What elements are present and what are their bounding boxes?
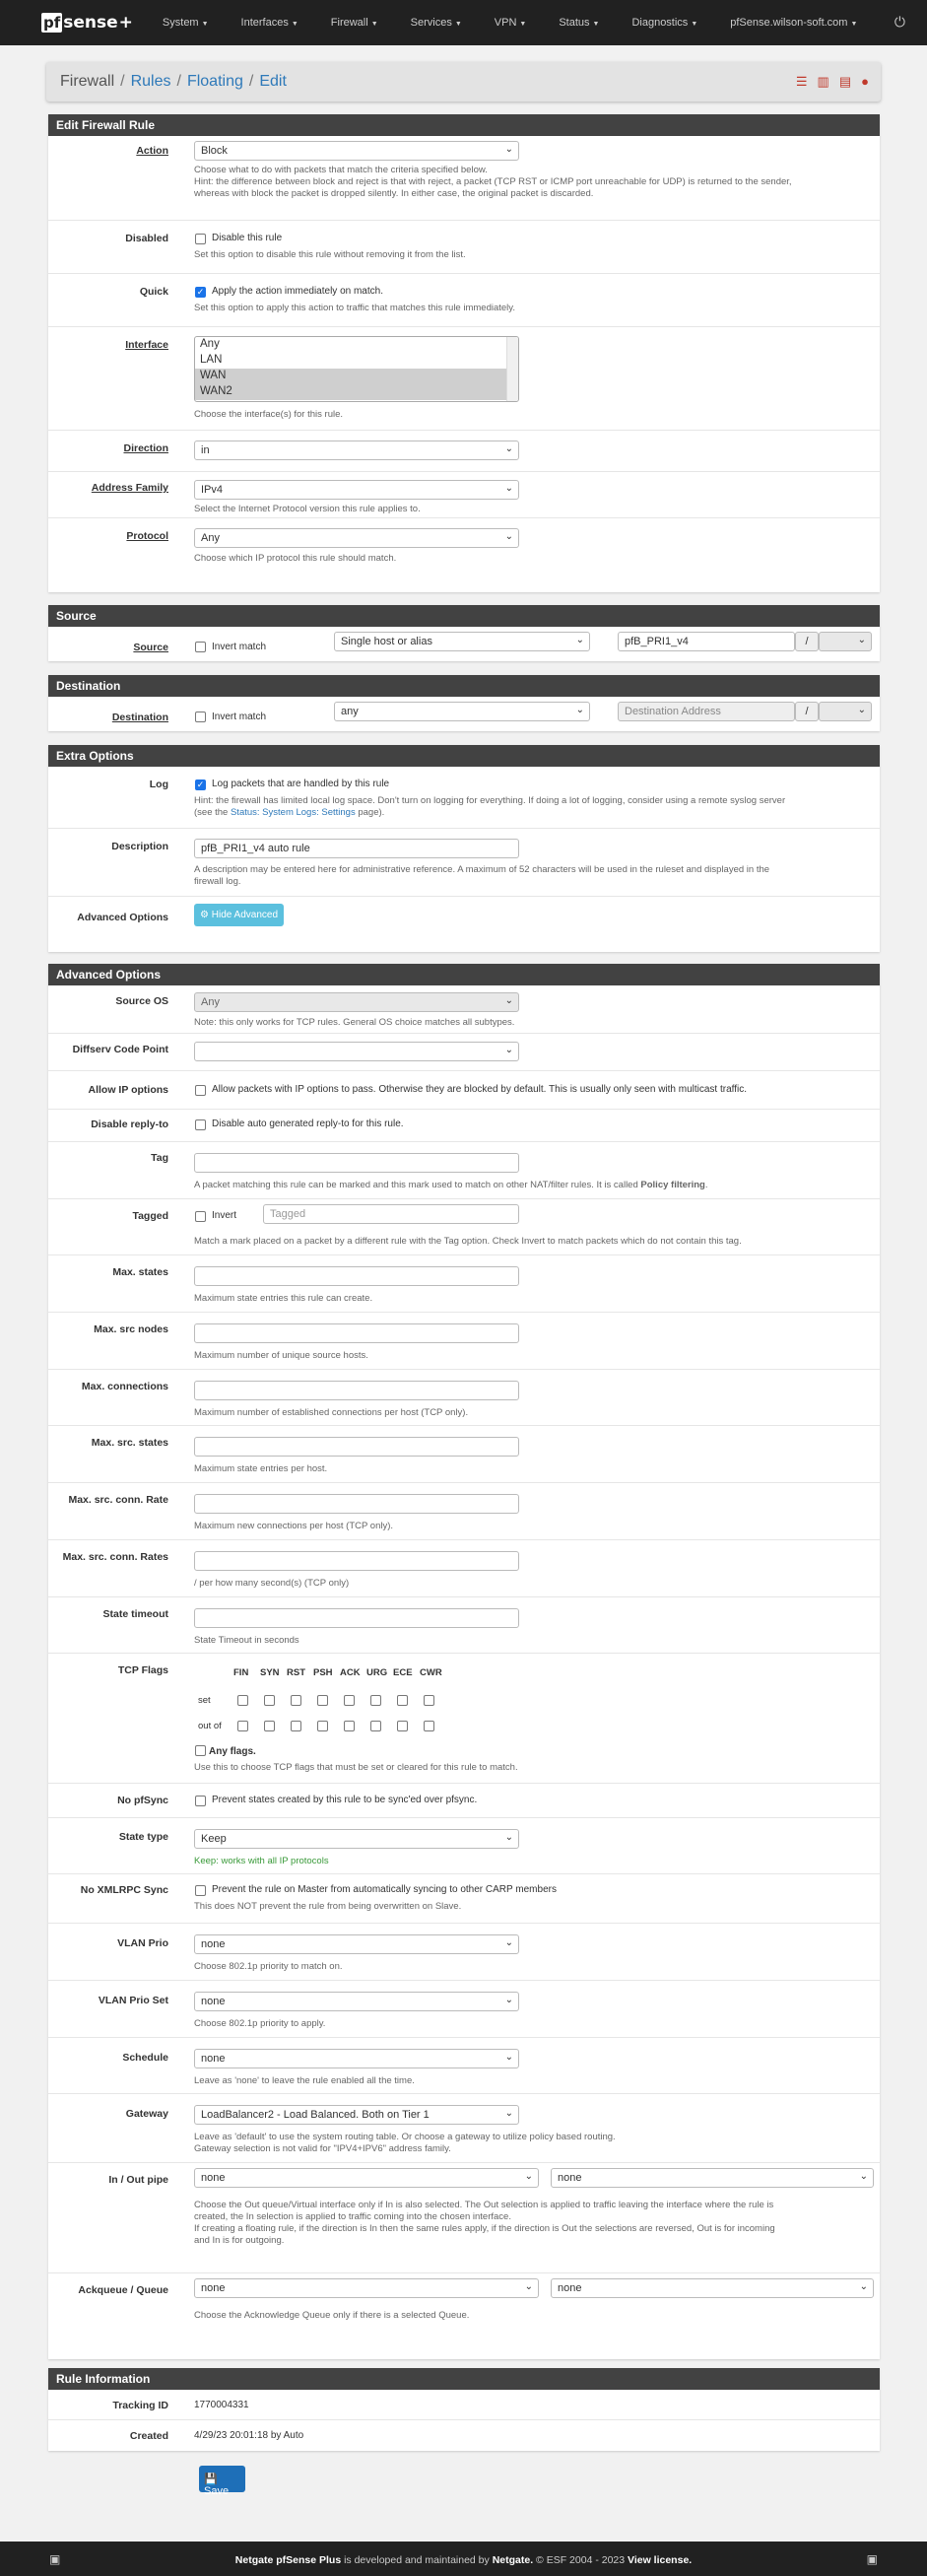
disabled-checkbox[interactable] (195, 234, 206, 244)
row-tagged (48, 1199, 880, 1255)
log-help: Hint: the firewall has limited local log space. Don't turn on logging for everything. If doing a lot of logging, consider using a remote syslog server (see the Status: System Logs: Settings page). (194, 795, 786, 818)
gateway-help: Leave as 'default' to use the system routing table. Or choose a gateway to utilize policy based routing. Gateway selection is not valid for "IPV4+IPV6" address family. (194, 2132, 616, 2154)
tcp-any-flags-checkbox[interactable] (195, 1745, 206, 1756)
row-disabled (48, 221, 880, 274)
extra-options-panel (48, 745, 880, 952)
source-address-input[interactable]: pfB_PRI1_v4 (618, 632, 795, 651)
breadcrumb-edit[interactable]: Edit (259, 73, 287, 90)
row-max-connections (48, 1370, 880, 1426)
nav-firewall[interactable]: Firewall ▼ (330, 17, 378, 29)
tcp-flag-outof-fin-checkbox[interactable] (237, 1721, 248, 1731)
chart-icon[interactable]: ▥ (817, 74, 829, 89)
save-icon: 💾 (204, 2474, 218, 2485)
action-help: Choose what to do with packets that match the criteria specified below. Hint: the difference between block and reject is that with reject, a packet (TCP RST or ICMP port unreachable for UDP) is returned to the sender, whereas with block the packet is dropped silently. In either case, the original packet is discarded. (194, 165, 792, 199)
row-quick (48, 274, 880, 327)
tracking-id-value: 1770004331 (194, 2400, 249, 2410)
interface-option-wan[interactable]: WAN (195, 369, 518, 384)
vlan-prio-label: VLAN Prio (117, 1937, 168, 1949)
footer-netgate-link[interactable]: Netgate. (492, 2554, 534, 2566)
interface-option-any[interactable]: Any (200, 338, 220, 350)
ackqueue-select[interactable]: none ⌄ (194, 2278, 539, 2298)
row-vlan-prio (48, 1924, 880, 1981)
source-invert-label: Invert match (212, 642, 267, 652)
tagged-help: Match a mark placed on a packet by a different rule with the Tag option. Check Invert to match packets which do not contain this tag. (194, 1236, 742, 1247)
tag-label: Tag (151, 1152, 168, 1164)
panel-title-source: Source (48, 605, 880, 627)
max-src-conn-rates-input[interactable] (194, 1551, 519, 1571)
max-states-label: Max. states (112, 1266, 168, 1278)
tcp-flag-set-psh-checkbox[interactable] (317, 1695, 328, 1706)
max-connections-label: Max. connections (81, 1381, 168, 1392)
footer-license-link[interactable]: View license. (628, 2554, 693, 2566)
logo-sense: sense (63, 13, 118, 33)
tag-help: A packet matching this rule can be marked and this mark used to match on other NAT/filter rules. It is called Policy filtering. (194, 1180, 708, 1190)
row-state-timeout (48, 1597, 880, 1654)
edit-rule-panel (48, 114, 880, 592)
row-schedule (48, 2038, 880, 2094)
quick-checkbox-label: Apply the action immediately on match. (212, 286, 383, 297)
vlan-prio-help: Choose 802.1p priority to match on. (194, 1961, 343, 1972)
tcp-flag-set-cwr-checkbox[interactable] (424, 1695, 434, 1706)
row-gateway (48, 2094, 880, 2163)
no-pfsync-label: No pfSync (117, 1795, 168, 1806)
row-max-states (48, 1255, 880, 1313)
nav-status[interactable]: Status ▼ (559, 17, 600, 29)
source-panel (48, 605, 880, 661)
out-pipe-select[interactable]: none ⌄ (551, 2168, 874, 2188)
help-icon[interactable]: ● (861, 74, 869, 89)
diffserv-select[interactable]: ⌄ (194, 1042, 519, 1061)
row-ip-options (48, 1071, 880, 1110)
destination-slash: / (795, 702, 819, 721)
max-states-input[interactable] (194, 1266, 519, 1286)
max-src-conn-rate-input[interactable] (194, 1494, 519, 1514)
row-log (48, 767, 880, 829)
max-src-nodes-input[interactable] (194, 1323, 519, 1343)
disable-reply-to-checkbox-label: Disable auto generated reply-to for this rule. (212, 1119, 404, 1129)
interface-option-lan[interactable]: LAN (200, 354, 223, 366)
destination-label[interactable]: Destination (111, 712, 168, 723)
tagged-input[interactable]: Tagged (263, 1204, 519, 1224)
nav-vpn[interactable]: VPN ▼ (494, 17, 527, 29)
source-os-label: Source OS (115, 995, 168, 1007)
no-pfsync-checkbox-label: Prevent states created by this rule to be sync'ed over pfsync. (212, 1795, 478, 1805)
breadcrumb: Firewall / Rules / Floating / Edit ☰ ▥ ▤ ● (46, 62, 881, 102)
row-protocol (48, 518, 880, 573)
tcp-flag-set-ack-checkbox[interactable] (344, 1695, 355, 1706)
destination-invert-checkbox[interactable] (195, 712, 206, 722)
advanced-options-panel (48, 964, 880, 2359)
destination-mask-select[interactable]: ⌄ (819, 702, 872, 721)
tcp-flag-set-syn-checkbox[interactable] (264, 1695, 275, 1706)
created-value: 4/29/23 20:01:18 by Auto (194, 2430, 304, 2441)
state-timeout-help: State Timeout in seconds (194, 1635, 299, 1646)
row-tcp-flags (48, 1654, 880, 1784)
row-ackqueue (48, 2273, 880, 2333)
tag-input[interactable] (194, 1153, 519, 1173)
max-states-help: Maximum state entries this rule can create. (194, 1293, 373, 1304)
row-tracking-id (48, 2390, 880, 2420)
source-os-help: Note: this only works for TCP rules. General OS choice matches all subtypes. (194, 1017, 515, 1028)
state-timeout-label: State timeout (102, 1608, 168, 1620)
tcp-flag-set-urg-checkbox[interactable] (370, 1695, 381, 1706)
nav-services[interactable]: Services ▼ (410, 17, 462, 29)
quick-checkbox[interactable]: ✓ (196, 287, 205, 297)
rule-information-panel (48, 2368, 880, 2451)
disabled-label: Disabled (125, 233, 168, 244)
max-src-conn-rate-help: Maximum new connections per host (TCP only). (194, 1521, 394, 1531)
tcp-flag-set-fin-checkbox[interactable] (237, 1695, 248, 1706)
table-icon[interactable]: ▤ (838, 74, 852, 89)
gateway-select[interactable]: LoadBalancer2 - Load Balanced. Both on Tier 1 ⌄ (194, 2105, 519, 2125)
disabled-help: Set this option to disable this rule without removing it from the list. (194, 249, 466, 260)
source-slash: / (795, 632, 819, 651)
tcp-flag-header-syn: SYN (260, 1667, 280, 1678)
tcp-flag-set-rst-checkbox[interactable] (291, 1695, 301, 1706)
tcp-flag-header-ece: ECE (393, 1667, 413, 1678)
tcp-flag-outof-urg-checkbox[interactable] (370, 1721, 381, 1731)
interface-option-wan2[interactable]: WAN2 (195, 384, 518, 400)
max-src-conn-rates-help: / per how many second(s) (TCP only) (194, 1578, 350, 1589)
no-xmlrpc-help: This does NOT prevent the rule from being overwritten on Slave. (194, 1901, 462, 1912)
ackqueue-label: Ackqueue / Queue (78, 2284, 168, 2296)
max-connections-input[interactable] (194, 1381, 519, 1400)
action-label[interactable]: Action (136, 145, 168, 157)
nav-diagnostics[interactable]: Diagnostics ▼ (631, 17, 698, 29)
pfsense-logo[interactable] (41, 0, 133, 45)
breadcrumb-firewall: Firewall (60, 73, 115, 90)
tcp-outof-label: out of (198, 1721, 222, 1731)
no-xmlrpc-checkbox[interactable] (195, 1885, 206, 1896)
top-navbar (0, 0, 927, 45)
nav-hostname[interactable]: pfSense.wilson-soft.com ▼ (730, 17, 858, 29)
action-select[interactable]: Block ⌄ (194, 141, 519, 161)
state-timeout-input[interactable] (194, 1608, 519, 1628)
row-max-src-conn-rate (48, 1483, 880, 1540)
max-src-nodes-help: Maximum number of unique source hosts. (194, 1350, 368, 1361)
in-pipe-select[interactable]: none ⌄ (194, 2168, 539, 2188)
disabled-checkbox-label: Disable this rule (212, 233, 283, 243)
protocol-help: Choose which IP protocol this rule should match. (194, 553, 397, 564)
row-created (48, 2420, 880, 2451)
breadcrumb-floating[interactable]: Floating (186, 73, 243, 90)
address-family-select[interactable]: IPv4 ⌄ (194, 480, 519, 500)
row-tag (48, 1142, 880, 1199)
gateway-label: Gateway (125, 2108, 168, 2120)
gear-icon: ⚙ (200, 910, 212, 920)
max-src-states-input[interactable] (194, 1437, 519, 1457)
state-type-help: Keep: works with all IP protocols (194, 1856, 329, 1866)
row-max-src-states (48, 1426, 880, 1483)
advanced-options-label: Advanced Options (77, 912, 168, 923)
source-os-select[interactable]: Any ⌄ (194, 992, 519, 1012)
row-direction (48, 431, 880, 472)
settings-sliders-icon[interactable]: ☰ (795, 74, 808, 89)
footer-right-icon[interactable]: ▣ (866, 2552, 878, 2566)
quick-help: Set this option to apply this action to traffic that matches this rule immediately. (194, 303, 515, 313)
tcp-flag-header-rst: RST (287, 1667, 305, 1678)
row-reply-to (48, 1110, 880, 1142)
max-src-states-label: Max. src. states (91, 1437, 168, 1449)
address-family-label[interactable]: Address Family (91, 482, 168, 494)
footer-product: Netgate pfSense Plus (234, 2554, 342, 2566)
schedule-label: Schedule (122, 2052, 168, 2064)
destination-type-select[interactable]: any ⌄ (334, 702, 590, 721)
schedule-help: Leave as 'none' to leave the rule enabled all the time. (194, 2075, 415, 2086)
destination-address-input[interactable]: Destination Address (618, 702, 795, 721)
allow-ip-options-label: Allow IP options (88, 1084, 168, 1096)
panel-title-destination: Destination (48, 675, 880, 697)
disable-reply-to-label: Disable reply-to (91, 1119, 168, 1130)
hide-advanced-button[interactable]: ⚙ Hide Advanced (194, 904, 284, 926)
tcp-flag-header-ack: ACK (340, 1667, 361, 1678)
row-action (48, 136, 880, 221)
log-checkbox[interactable]: ✓ (196, 780, 205, 789)
tcp-flag-outof-cwr-checkbox[interactable] (424, 1721, 434, 1731)
ackqueue-help: Choose the Acknowledge Queue only if there is a selected Queue. (194, 2310, 470, 2321)
source-label[interactable]: Source (133, 642, 168, 653)
state-type-label: State type (118, 1831, 168, 1843)
diffserv-label: Diffserv Code Point (72, 1044, 168, 1055)
schedule-select[interactable]: none ⌄ (194, 2049, 519, 2068)
protocol-label[interactable]: Protocol (126, 530, 168, 542)
no-pfsync-checkbox[interactable] (195, 1796, 206, 1806)
interface-listbox[interactable] (194, 336, 519, 402)
interface-label[interactable]: Interface (125, 339, 168, 351)
max-src-nodes-label: Max. src nodes (94, 1323, 168, 1335)
save-button[interactable]: 💾 Save (199, 2466, 245, 2492)
row-no-xmlrpc (48, 1874, 880, 1924)
tcp-flags-label: TCP Flags (117, 1664, 168, 1676)
panel-title-edit: Edit Firewall Rule (48, 114, 880, 136)
queue-select[interactable]: none ⌄ (551, 2278, 874, 2298)
tcp-set-label: set (198, 1695, 211, 1706)
interface-scrollbar[interactable] (506, 337, 518, 401)
source-mask-select[interactable]: ⌄ (819, 632, 872, 651)
allow-ip-options-checkbox-label: Allow packets with IP options to pass. Otherwise they are blocked by default. This is usually only seen with multicast traffic. (212, 1084, 748, 1095)
row-state-type (48, 1818, 880, 1874)
description-input[interactable]: pfB_PRI1_v4 auto rule (194, 839, 519, 858)
tcp-any-flags-label: Any flags. (209, 1746, 256, 1757)
row-source-os (48, 985, 880, 1034)
system-logs-settings-link[interactable]: Status: System Logs: Settings (230, 807, 356, 818)
row-interface (48, 327, 880, 431)
tcp-flags-help: Use this to choose TCP flags that must be set or cleared for this rule to match. (194, 1762, 518, 1773)
logout-icon[interactable]: ⏻ (894, 14, 905, 30)
panel-title-rule-info: Rule Information (48, 2368, 880, 2390)
tcp-flag-header-urg: URG (366, 1667, 388, 1678)
row-address-family (48, 472, 880, 518)
row-advanced-toggle (48, 897, 880, 952)
created-label: Created (129, 2430, 168, 2442)
tcp-flag-outof-ece-checkbox[interactable] (397, 1721, 408, 1731)
source-type-select[interactable]: Single host or alias ⌄ (334, 632, 590, 651)
nav-interfaces[interactable]: Interfaces ▼ (240, 17, 298, 29)
max-connections-help: Maximum number of established connections per host (TCP only). (194, 1407, 469, 1418)
tcp-flag-outof-syn-checkbox[interactable] (264, 1721, 275, 1731)
vlan-prio-set-select[interactable]: none ⌄ (194, 1992, 519, 2011)
tcp-flag-set-ece-checkbox[interactable] (397, 1695, 408, 1706)
tcp-flag-outof-rst-checkbox[interactable] (291, 1721, 301, 1731)
row-vlan-prio-set (48, 1981, 880, 2038)
row-diffserv (48, 1034, 880, 1071)
footer-left-icon[interactable]: ▣ (49, 2552, 61, 2566)
tcp-flag-header-psh: PSH (313, 1667, 333, 1678)
in-out-pipe-help: Choose the Out queue/Virtual interface only if In is also selected. The Out selection is applied to traffic leaving the interface where the rule is created, the In selection is applied to traffic coming into the chosen interface. If creating a floating rule, if the direction is In then the same rules apply, if the direction is Out the selections are reversed, Out is for incoming and In is for outgoing. (194, 2200, 775, 2246)
direction-label[interactable]: Direction (123, 442, 168, 454)
no-xmlrpc-label: No XMLRPC Sync (80, 1884, 168, 1896)
allow-ip-options-checkbox[interactable] (195, 1085, 206, 1096)
panel-title-extra: Extra Options (48, 745, 880, 767)
tagged-label: Tagged (132, 1210, 168, 1222)
tagged-invert-label: Invert (212, 1210, 237, 1221)
destination-panel (48, 675, 880, 731)
disable-reply-to-checkbox[interactable] (195, 1119, 206, 1130)
interface-help: Choose the interface(s) for this rule. (194, 409, 344, 420)
max-src-conn-rates-label: Max. src. conn. Rates (62, 1551, 168, 1563)
row-max-src-nodes (48, 1313, 880, 1370)
no-xmlrpc-checkbox-label: Prevent the rule on Master from automatically syncing to other CARP members (212, 1884, 557, 1895)
row-description (48, 829, 880, 897)
row-no-pfsync (48, 1784, 880, 1818)
log-checkbox-label: Log packets that are handled by this rule (212, 779, 390, 789)
row-pipe (48, 2163, 880, 2273)
state-type-select[interactable]: Keep ⌄ (194, 1829, 519, 1849)
tagged-invert-checkbox[interactable] (195, 1211, 206, 1222)
footer: ▣ Netgate pfSense Plus is developed and maintained by Netgate. © ESF 2004 - 2023 View license. ▣ (0, 2542, 927, 2576)
tracking-id-label: Tracking ID (112, 2400, 168, 2411)
vlan-prio-select[interactable]: none ⌄ (194, 1934, 519, 1954)
in-out-pipe-label: In / Out pipe (108, 2174, 168, 2186)
protocol-select[interactable]: Any ⌄ (194, 528, 519, 548)
max-src-conn-rate-label: Max. src. conn. Rate (68, 1494, 168, 1506)
logo-plus: + (118, 13, 133, 33)
panel-title-advanced: Advanced Options (48, 964, 880, 985)
direction-select[interactable]: in ⌄ (194, 441, 519, 460)
source-invert-checkbox[interactable] (195, 642, 206, 652)
quick-label: Quick (139, 286, 168, 298)
tcp-flag-outof-ack-checkbox[interactable] (344, 1721, 355, 1731)
max-src-states-help: Maximum state entries per host. (194, 1463, 328, 1474)
tcp-flag-header-cwr: CWR (420, 1667, 442, 1678)
vlan-prio-set-help: Choose 802.1p priority to apply. (194, 2018, 326, 2029)
destination-invert-label: Invert match (212, 712, 267, 722)
breadcrumb-rules[interactable]: Rules (130, 73, 171, 90)
nav-system[interactable]: System ▼ (162, 17, 209, 29)
tcp-flag-outof-psh-checkbox[interactable] (317, 1721, 328, 1731)
description-help: A description may be entered here for administrative reference. A maximum of 52 characters will be used in the ruleset and displayed in the firewall log. (194, 864, 770, 887)
log-label: Log (149, 779, 168, 790)
address-family-help: Select the Internet Protocol version this rule applies to. (194, 504, 421, 514)
description-label: Description (111, 841, 168, 852)
row-max-src-conn-rates (48, 1540, 880, 1597)
logo-pf: pf (43, 14, 61, 32)
vlan-prio-set-label: VLAN Prio Set (98, 1995, 168, 2006)
tcp-flag-header-fin: FIN (233, 1667, 249, 1678)
